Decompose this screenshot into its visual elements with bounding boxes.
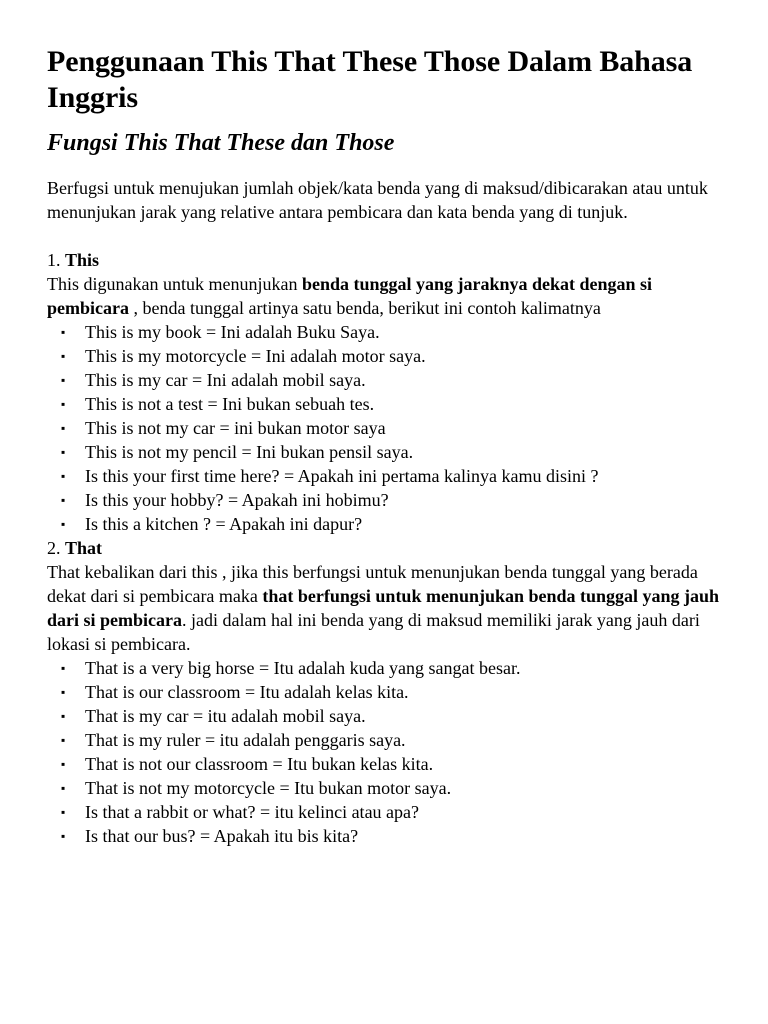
list-item-text: That is a very big horse = Itu adalah kuda yang sangat besar.: [85, 658, 521, 678]
bullet-icon: ▪: [61, 373, 66, 387]
bullet-icon: ▪: [61, 829, 66, 843]
bullet-icon: ▪: [61, 517, 66, 531]
bullet-icon: ▪: [61, 709, 66, 723]
list-item: [47, 728, 737, 752]
description-text-after: , benda tunggal artinya satu benda, berikut ini contoh kalimatnya: [128, 298, 601, 318]
bullet-icon: ▪: [61, 445, 66, 459]
list-item: [47, 800, 737, 824]
list-item: [47, 344, 737, 368]
list-item-text: This is not my pencil = Ini bukan pensil saya.: [85, 442, 414, 462]
list-item-text: That is not my motorcycle = Itu bukan motor saya.: [85, 778, 452, 798]
description-bold: that berfungsi untuk menunjukan benda tunggal yang jauh dari si pembicara: [47, 586, 720, 630]
list-item: [47, 656, 737, 680]
list-item-text: This is not my car = ini bukan motor saya: [85, 418, 386, 438]
section-description: [47, 560, 737, 656]
list-item-text: That is my car = itu adalah mobil saya.: [85, 706, 366, 726]
bullet-icon: ▪: [61, 781, 66, 795]
list-item-text: That is not our classroom = Itu bukan kelas kita.: [85, 754, 434, 774]
list-item-text: Is that a rabbit or what? = itu kelinci atau apa?: [85, 802, 420, 822]
page-subtitle: Fungsi This That These dan Those: [47, 130, 395, 156]
list-item: [47, 752, 737, 776]
bullet-icon: ▪: [61, 685, 66, 699]
section-heading: [47, 536, 737, 560]
bullet-icon: ▪: [61, 805, 66, 819]
bullet-icon: ▪: [61, 733, 66, 747]
list-item: [47, 512, 737, 536]
list-item-text: Is this your hobby? = Apakah ini hobimu?: [85, 490, 389, 510]
bullet-icon: ▪: [61, 421, 66, 435]
section-this: [47, 248, 737, 536]
list-item: [47, 488, 737, 512]
section-heading-label: That: [65, 538, 103, 558]
list-item: [47, 440, 737, 464]
list-item: [47, 368, 737, 392]
section-heading: [47, 248, 737, 272]
bullet-icon: ▪: [61, 397, 66, 411]
description-text: This digunakan untuk menunjukan: [47, 274, 302, 294]
list-item: [47, 416, 737, 440]
intro-paragraph: Berfugsi untuk menujukan jumlah objek/kata benda yang di maksud/dibicarakan atau untuk menunjukan jarak yang relative antara pembicara dan kata benda yang di tunjuk.: [47, 178, 708, 222]
list-item-text: That is our classroom = Itu adalah kelas kita.: [85, 682, 409, 702]
section-number: 1.: [47, 250, 61, 270]
page-title: Penggunaan This That These Those Dalam Bahasa Inggris: [47, 45, 693, 114]
list-item-text: Is that our bus? = Apakah itu bis kita?: [85, 826, 359, 846]
list-item-text: This is my car = Ini adalah mobil saya.: [85, 370, 366, 390]
list-item-text: This is my book = Ini adalah Buku Saya.: [85, 322, 380, 342]
bullet-icon: ▪: [61, 661, 66, 675]
section-that: [47, 536, 737, 848]
bullet-icon: ▪: [61, 493, 66, 507]
list-item: [47, 704, 737, 728]
section-description: [47, 272, 737, 320]
list-item: [47, 392, 737, 416]
document-page: [47, 44, 737, 848]
bullet-icon: ▪: [61, 757, 66, 771]
list-item-text: This is not a test = Ini bukan sebuah tes.: [85, 394, 375, 414]
bullet-icon: ▪: [61, 469, 66, 483]
list-item: [47, 776, 737, 800]
description-text: That kebalikan dari this , jika this berfungsi untuk menunjukan benda tunggal yang berada dekat dari si pembicara maka: [47, 562, 698, 606]
list-item-text: Is this your first time here? = Apakah ini pertama kalinya kamu disini ?: [85, 466, 599, 486]
list-item: [47, 824, 737, 848]
example-list: [47, 320, 737, 536]
list-item: [47, 464, 737, 488]
description-text-after: . jadi dalam hal ini benda yang di maksud memiliki jarak yang jauh dari lokasi si pembicara.: [47, 610, 700, 654]
section-heading-label: This: [65, 250, 100, 270]
example-list: [47, 656, 737, 848]
list-item: [47, 680, 737, 704]
bullet-icon: ▪: [61, 325, 66, 339]
list-item-text: That is my ruler = itu adalah penggaris saya.: [85, 730, 406, 750]
bullet-icon: ▪: [61, 349, 66, 363]
list-item-text: Is this a kitchen ? = Apakah ini dapur?: [85, 514, 363, 534]
section-number: 2.: [47, 538, 61, 558]
list-item-text: This is my motorcycle = Ini adalah motor saya.: [85, 346, 426, 366]
list-item: [47, 320, 737, 344]
description-bold: benda tunggal yang jaraknya dekat dengan si pembicara: [47, 274, 653, 318]
